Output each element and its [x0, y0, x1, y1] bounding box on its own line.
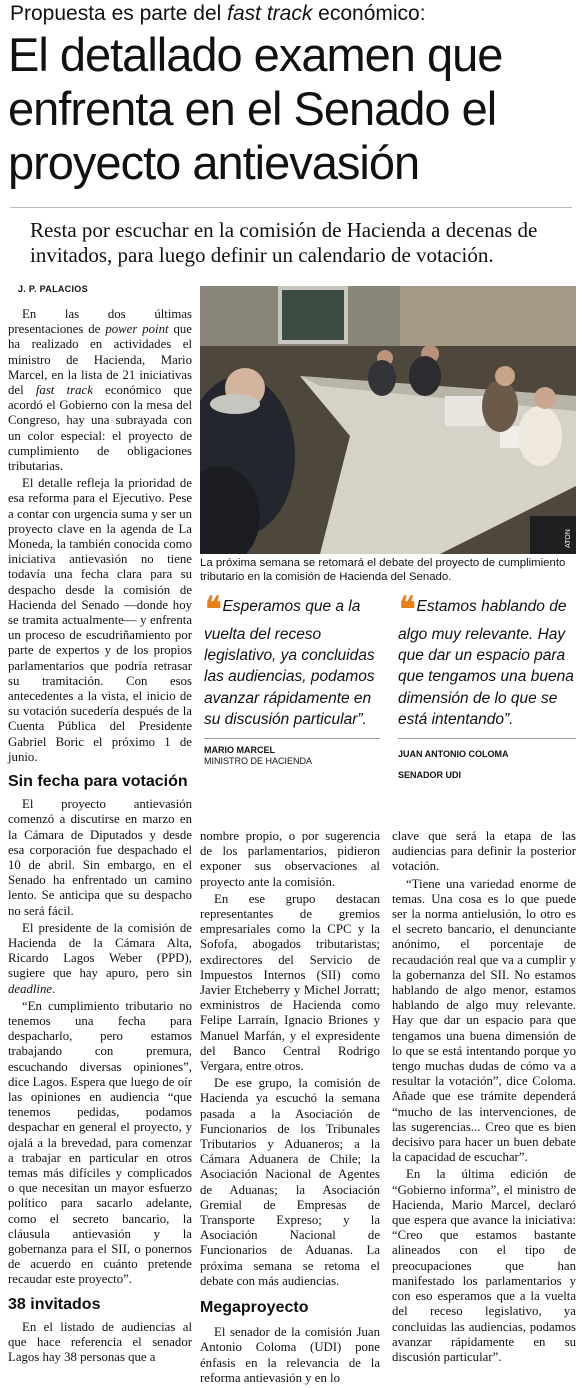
kicker: [10, 2, 576, 26]
photo-credit: ATON: [565, 529, 572, 548]
kicker-post: económico:: [312, 2, 426, 25]
article-column-3: [392, 829, 576, 1367]
news-photo: [200, 286, 576, 554]
quote-text: [398, 590, 576, 730]
quote-rule: [204, 738, 380, 739]
paragraph: El detalle refleja la prioridad de esa reforma para el Ejecutivo. Pese a contar con urgencia suma y ser un proyecto clave en la agenda de La Moneda, la también conocida como iniciativa antievasión no tiene todavía una fecha clara para su despacho desde la comisión de Hacienda del Senado —donde hoy se tramita actualmente— y enfrenta un proceso de escudriñamiento por parte de expertos y de los propios parlamentarios que podría retrasar su tramitación. Con esos antecedentes a la vista, el inicio de su votación sucedería después de la Cuenta Pública del Presidente Gabriel Boric el próximo 1 de junio.: [8, 476, 192, 764]
paragraph: “Tiene una variedad enorme de temas. Una cosa es lo que puede ser la norma antielusión, lo otro es el secreto bancario, el denunciante anónimo, el porcentaje de recaudación real que va a cumplir y la gobernanza del SII. No estamos hablando de algo menor, estamos hablando de algo muy relevante. Hay que dar un espacio para que tengamos una buena dimensión de lo que se está intentando porque yo tengo muchas dudas de cómo va a resultar la votación”, dice Coloma. Añade que ese trámite dependerá “mucho de las intervenciones, de las sugerencias... Creo que es bien decisivo para hacer un buen debate la capacidad de escuchar”.: [392, 876, 576, 1165]
deck-line-2: invitados, para luego definir un calendario de votación.: [30, 243, 494, 267]
byline: J. P. PALACIOS: [18, 284, 88, 294]
quote-body: Estamos hablando de algo muy relevante. Hay que dar un espacio para que tengamos una buena dimensión de lo que se está intentando”.: [398, 598, 574, 728]
article-column-1: [8, 307, 192, 1367]
quote-author-role: MINISTRO DE HACIENDA: [204, 756, 313, 767]
paragraph: [8, 921, 192, 997]
quote-body: Esperamos que a la vuelta del receso legislativo, ya concluidas las audiencias, podamos avanzar rápidamente en su discusión particular”.: [204, 598, 375, 728]
subheading: Sin fecha para votación: [8, 773, 188, 791]
pull-quote-marcel: [204, 590, 380, 767]
quote-mark-icon: ❛❛: [398, 590, 411, 632]
subheading: 38 invitados: [8, 1295, 101, 1313]
text-run: que ha realizado en actividades el ministro de Hacienda, Mario Marcel, en la lista de 21 iniciativas del: [8, 322, 192, 398]
italic-run: deadline: [8, 981, 53, 996]
paragraph: clave que será la etapa de las audiencias para definir la posterior votación.: [392, 829, 576, 874]
paragraph: De ese grupo, la comisión de Hacienda ya escuchó la semana pasada a la Asociación de Funcionarios de los Tribunales Tributarios y Aduaneros; a la Cámara Aduanera de Chile; la Asociación Nacional de Agentes de Aduanas; la Asociación Gremial de Empresas de Transporte Expreso; y la Asociación Nacional de Funcionarios de Aduanas. La próxima semana se retoma el debate con más audiencias.: [200, 1076, 380, 1288]
text-run: El presidente de la comisión de Hacienda de la Cámara Alta, Ricardo Lagos Weber (PPD), sugiere que hay apuro, pero sin: [8, 920, 192, 981]
photo-illustration: [200, 286, 576, 554]
deck-line-1: Resta por escuchar en la comisión de Hacienda a decenas de: [30, 218, 538, 242]
divider: [10, 207, 572, 208]
photo-caption: La próxima semana se retomará el debate del proyecto de cumplimiento tributario en la comisión de Hacienda del Senado.: [200, 557, 566, 583]
headline-line-2: enfrenta en el Senado el: [8, 82, 497, 135]
paragraph: nombre propio, o por sugerencia de los parlamentarios, pidieron exponer sus observaciones al proyecto ante la comisión.: [200, 829, 380, 889]
quote-text: [204, 590, 380, 730]
paragraph: El senador de la comisión Juan Antonio Coloma (UDI) pone énfasis en la relevancia de la reforma antievasión y en lo: [200, 1325, 380, 1385]
subheading: Megaproyecto: [200, 1299, 309, 1317]
paragraph: En el listado de audiencias al que hace referencia el senador Lagos hay 38 personas que a: [8, 1319, 192, 1364]
quote-author-role: SENADOR UDI: [398, 770, 462, 781]
kicker-italic: fast track: [227, 2, 313, 25]
paragraph: El proyecto antievasión comenzó a discutirse en marzo en la Cámara de Diputados y desde esa corporación fue despachado el 10 de abril. Sin embargo, en el Senado ha enfrentado un camino lento. Se anticipa que su despacho no será fácil.: [8, 797, 192, 918]
quote-author-name: MARIO MARCEL: [204, 745, 275, 756]
paragraph: “En cumplimiento tributario no tenemos una fecha para despacharlo, pero estamos trabajando con premura, escuchando diversas opiniones”, dice Lagos. Espera que luego de oír las opiniones en audiencia “que tenemos pedidas, podamos despachar en general el proyecto, y ojalá a la brevedad, para comenzar a trabajar en particular en otros temas más difíciles y complicados o que necesitan un mayor esfuerzo político para sacarlo adelante, como el secreto bancario, la cláusula antievasión y la gobernanza para el SII, o ponernos de acuerdo en cuánto pretende recaudar este proyecto”.: [8, 998, 192, 1287]
headline: [8, 28, 578, 190]
paragraph: En ese grupo destacan representantes de gremios empresariales como la CPC y la Sofofa, abogados tributaristas; exdirectores del Servicio de Impuestos Internos (SII) como Javier Etcheberry y Michel Jorratt; exministros de Hacienda como Felipe Larraín, Ignacio Briones y Manuel Marfán, y el expresidente del Banco Central Rodrigo Vergara, entre otros.: [200, 891, 380, 1074]
text-run: económico que acordó el Gobierno con la mesa del Congreso, hay una subrayada con un color especial: el proyecto de cumplimiento de obligaciones tributarias.: [8, 383, 192, 474]
quote-rule: [398, 738, 576, 739]
pull-quote-coloma: [398, 590, 576, 781]
headline-line-1: El detallado examen que: [8, 28, 503, 81]
quote-author-name: JUAN ANTONIO COLOMA: [398, 749, 509, 760]
text-run: .: [52, 981, 56, 996]
headline-line-3: proyecto antievasión: [8, 136, 420, 189]
italic-run: power point: [105, 322, 169, 337]
paragraph: En la última edición de “Gobierno informa”, el ministro de Hacienda, Mario Marcel, declaró que espera que avance la iniciativa: “Creo que estamos bastante alineados con el tipo de preocupaciones que han manifestado los parlamentarios y con eso esperamos que a la vuelta del receso legislativo, ya concluidas las audiencias, podamos avanzar rápidamente en su discusión particular”.: [392, 1167, 576, 1364]
quote-mark-icon: ❛❛: [204, 590, 217, 632]
deck: [30, 218, 578, 268]
italic-run: fast track: [35, 383, 93, 398]
article-column-2: [200, 829, 380, 1388]
text-run: En las dos últimas presentaciones de: [8, 307, 192, 337]
kicker-pre: Propuesta es parte del: [10, 2, 228, 25]
paragraph: [8, 307, 192, 474]
